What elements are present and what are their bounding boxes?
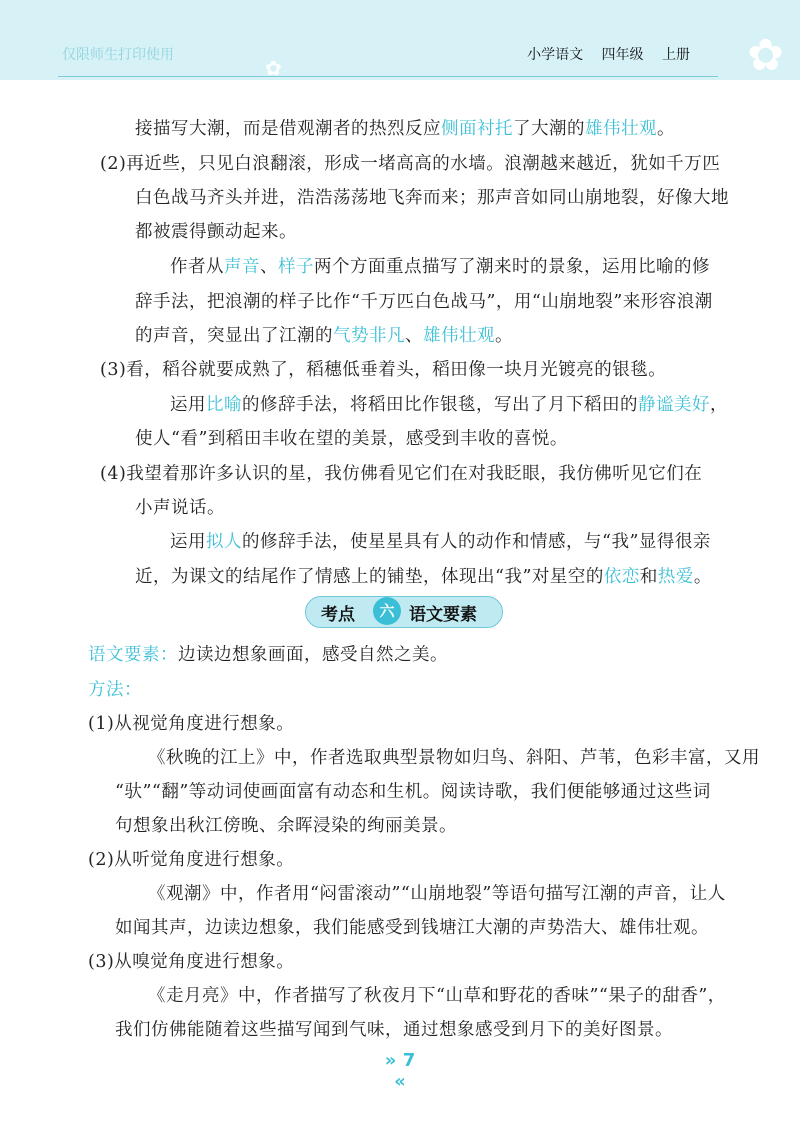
section-heading: [305, 596, 501, 628]
highlight-run: 比喻: [206, 395, 242, 415]
highlight-run: 拟人: [206, 532, 242, 552]
page-header: [0, 0, 800, 80]
highlight-run: 静谧美好: [638, 395, 710, 415]
text-run: 运用: [170, 532, 206, 552]
grade-label: 四年级: [601, 47, 644, 63]
book-info: [513, 44, 690, 64]
text-run: 接描写大潮，而是借观潮者的热烈反应: [135, 119, 441, 139]
header-divider: [58, 76, 718, 77]
method-2-line-1: 《观潮》中，作者用“闷雷滚动”“山崩地裂”等语句描写江潮的声音，让人: [148, 884, 726, 904]
text-run: 、: [260, 257, 278, 277]
text-run: 运用: [170, 395, 206, 415]
text-run: 和: [639, 567, 658, 587]
text-run: 。: [693, 567, 712, 587]
answer-3-line-1: [170, 388, 728, 422]
highlight-run: 气势非凡: [333, 326, 405, 346]
section-number-badge: 六: [373, 597, 401, 625]
text-run: ，: [710, 395, 728, 415]
question-2-line-1: (2)再近些，只见白浪翻滚，形成一堵高高的水墙。浪潮越来越近，犹如千万匹: [100, 154, 721, 174]
method-2-line-2: 如闻其声，边读边想象，我们能感受到钱塘江大潮的声势浩大、雄伟壮观。: [115, 918, 709, 938]
answer-2-line-2: 辞手法，把浪潮的样子比作“千万匹白色战马”，用“山崩地裂”来形容浪潮: [135, 292, 713, 312]
highlight-run: 声音: [224, 257, 260, 277]
text-line: [135, 112, 675, 146]
requirement-line: [88, 638, 448, 672]
text-run: 近，为课文的结尾作了情感上的铺垫，体现出“我”对星空的: [135, 567, 604, 587]
method-3-line-2: 我们仿佛能随着这些描写闻到气味，通过想象感受到月下的美好图景。: [115, 1020, 673, 1040]
small-star-icon: ✿: [265, 56, 282, 80]
method-1-title: (1)从视觉角度进行想象。: [88, 714, 295, 734]
answer-3-line-2: 使人“看”到稻田丰收在望的美景，感受到丰收的喜悦。: [135, 429, 568, 449]
method-1-line-2: “驮”“翻”等动词使画面富有动态和生机。阅读诗歌，我们便能够通过这些词: [115, 782, 711, 802]
method-label: 方法：: [88, 680, 142, 700]
answer-4-line-1: [170, 525, 711, 559]
volume-label: 上册: [662, 47, 690, 63]
text-run: 作者从: [170, 257, 224, 277]
text-run: 。: [495, 326, 513, 346]
usage-notice: 仅限师生打印使用: [62, 47, 174, 63]
text-run: 的声音，突显出了江潮的: [135, 326, 333, 346]
answer-2-line-1: [170, 250, 710, 284]
highlight-run: 侧面衬托: [441, 119, 513, 139]
highlight-run: 热爱: [657, 567, 694, 587]
text-run: 、: [405, 326, 423, 346]
subject-label: 小学语文: [527, 47, 584, 63]
requirement-label: 语文要素：: [88, 645, 178, 665]
text-run: 两个方面重点描写了潮来时的景象，运用比喻的修: [314, 257, 710, 277]
question-2-line-2: 白色战马齐头并进，浩浩荡荡地飞奔而来；那声音如同山崩地裂，好像大地: [135, 188, 729, 208]
question-2-line-3: 都被震得颤动起来。: [135, 222, 297, 242]
text-run: 的修辞手法，使星星具有人的动作和情感，与“我”显得很亲: [242, 532, 711, 552]
text-run: 了大潮的: [513, 119, 585, 139]
method-1-line-1: 《秋晚的江上》中，作者选取典型景物如归鸟、斜阳、芦苇，色彩丰富，又用: [148, 748, 760, 768]
answer-2-line-3: [135, 319, 513, 353]
page-number: [376, 1050, 424, 1092]
section-title: 语文要素: [409, 605, 477, 625]
section-label: 考点: [321, 605, 355, 625]
method-2-title: (2)从听觉角度进行想象。: [88, 850, 295, 870]
method-3-line-1: 《走月亮》中，作者描写了秋夜月下“山草和野花的香味”“果子的甜香”，: [148, 986, 726, 1006]
right-arrow-icon: «: [394, 1071, 406, 1092]
method-1-line-3: 句想象出秋江傍晚、余晖浸染的绚丽美景。: [115, 816, 457, 836]
question-4-line-1: (4)我望着那许多认识的星，我仿佛看见它们在对我眨眼，我仿佛听见它们在: [100, 464, 703, 484]
text-run: 的修辞手法，将稻田比作银毯，写出了月下稻田的: [242, 395, 638, 415]
question-4-line-2: 小声说话。: [135, 498, 225, 518]
highlight-run: 雄伟壮观: [423, 326, 495, 346]
text-run: 。: [657, 119, 675, 139]
highlight-run: 依恋: [603, 567, 640, 587]
highlight-run: 雄伟壮观: [585, 119, 657, 139]
method-3-title: (3)从嗅觉角度进行想象。: [88, 952, 295, 972]
requirement-text: 边读边想象画面，感受自然之美。: [178, 645, 448, 665]
question-3-line: (3)看，稻谷就要成熟了，稻穗低垂着头，稻田像一块月光镀亮的银毯。: [100, 360, 667, 380]
answer-4-line-2: [135, 560, 712, 594]
left-arrow-icon: »: [384, 1050, 397, 1071]
highlight-run: 样子: [278, 257, 314, 277]
page-number-text: 7: [402, 1050, 416, 1071]
big-star-icon: ✿: [747, 30, 784, 81]
